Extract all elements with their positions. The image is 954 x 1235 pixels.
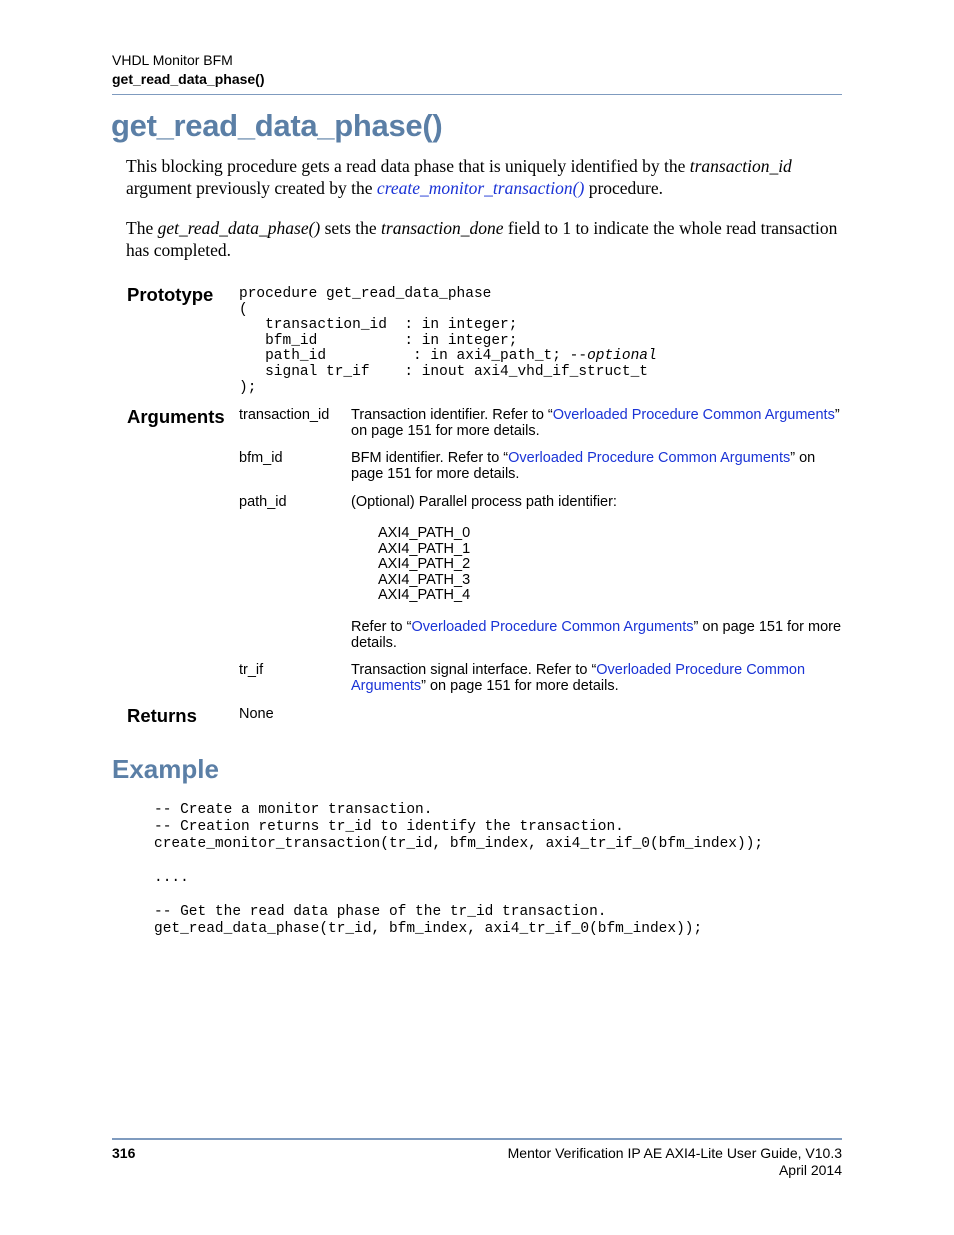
footer-rule (112, 1138, 842, 1140)
arg-name-path-id: path_id (239, 494, 287, 510)
header-subsection: get_read_data_phase() (112, 71, 265, 87)
path-value: AXI4_PATH_2 (378, 556, 471, 573)
arg-name-tr-if: tr_if (239, 662, 264, 678)
page-title: get_read_data_phase() (111, 108, 443, 143)
path-value: AXI4_PATH_1 (378, 540, 471, 557)
arg-desc-transaction-id: Transaction identifier. Refer to “Overloaded Procedure Common Arguments” on page 151 for more details. (351, 407, 840, 439)
guide-date: April 2014 (778, 1162, 842, 1178)
overloaded-args-link[interactable]: Overloaded Procedure Common Arguments (552, 407, 835, 423)
intro-paragraph-1: This blocking procedure gets a read data phase that is uniquely identified by the transaction_id argument previously created by the create_monitor_transaction() procedure. (126, 156, 792, 198)
prototype-code: procedure get_read_data_phase ( transaction_id : in integer; bfm_id : in integer; path_id : in axi4_path_t; --optional signal tr_if : inout axi4_vhd_if_struct_t ); (239, 286, 657, 396)
arguments-label: Arguments (127, 406, 225, 427)
overloaded-args-link[interactable]: Overloaded Procedure Common Arguments (508, 450, 791, 466)
path-value: AXI4_PATH_4 (378, 587, 471, 604)
path-value: AXI4_PATH_3 (378, 571, 471, 588)
prototype-label: Prototype (127, 284, 214, 305)
header-section: VHDL Monitor BFM (112, 52, 233, 68)
page-number: 316 (112, 1145, 136, 1161)
create-monitor-transaction-link[interactable]: create_monitor_transaction() (376, 178, 585, 198)
arg-name-transaction-id: transaction_id (239, 407, 330, 423)
path-value: AXI4_PATH_0 (378, 525, 471, 541)
example-heading: Example (112, 754, 219, 784)
guide-title: Mentor Verification IP AE AXI4-Lite User Guide, V10.3 (507, 1145, 842, 1161)
path-id-values (378, 526, 470, 604)
header-rule (112, 94, 842, 95)
returns-label: Returns (127, 705, 197, 726)
arg-desc-path-id-ref: Refer to “Overloaded Procedure Common Arguments” on page 151 for more details. (351, 619, 842, 651)
example-code: -- Create a monitor transaction. -- Creation returns tr_id to identify the transaction. create_monitor_transaction(tr_id, bfm_index, axi4_tr_if_0(bfm_index)); .... -- Get the read data phase of the tr_id transaction. get_read_data_phase(tr_id, bfm_index, axi4_tr_if_0(bfm_index)); (154, 802, 764, 937)
arg-desc-path-id: (Optional) Parallel process path identifier: (351, 494, 617, 510)
overloaded-args-link[interactable]: Overloaded Procedure Common Arguments (411, 619, 694, 635)
arg-desc-bfm-id: BFM identifier. Refer to “Overloaded Procedure Common Arguments” on page 151 for more details. (351, 450, 816, 482)
arg-name-bfm-id: bfm_id (239, 450, 283, 466)
intro-paragraph-2: The get_read_data_phase() sets the transaction_done field to 1 to indicate the whole read transaction has completed. (126, 218, 838, 260)
arg-desc-tr-if: Transaction signal interface. Refer to “Overloaded Procedure Common Arguments” on page 151 for more details. (351, 662, 806, 694)
footer-info (508, 1145, 842, 1179)
returns-value: None (239, 706, 274, 722)
overloaded-args-link[interactable]: Overloaded Procedure Common Arguments (351, 662, 806, 694)
